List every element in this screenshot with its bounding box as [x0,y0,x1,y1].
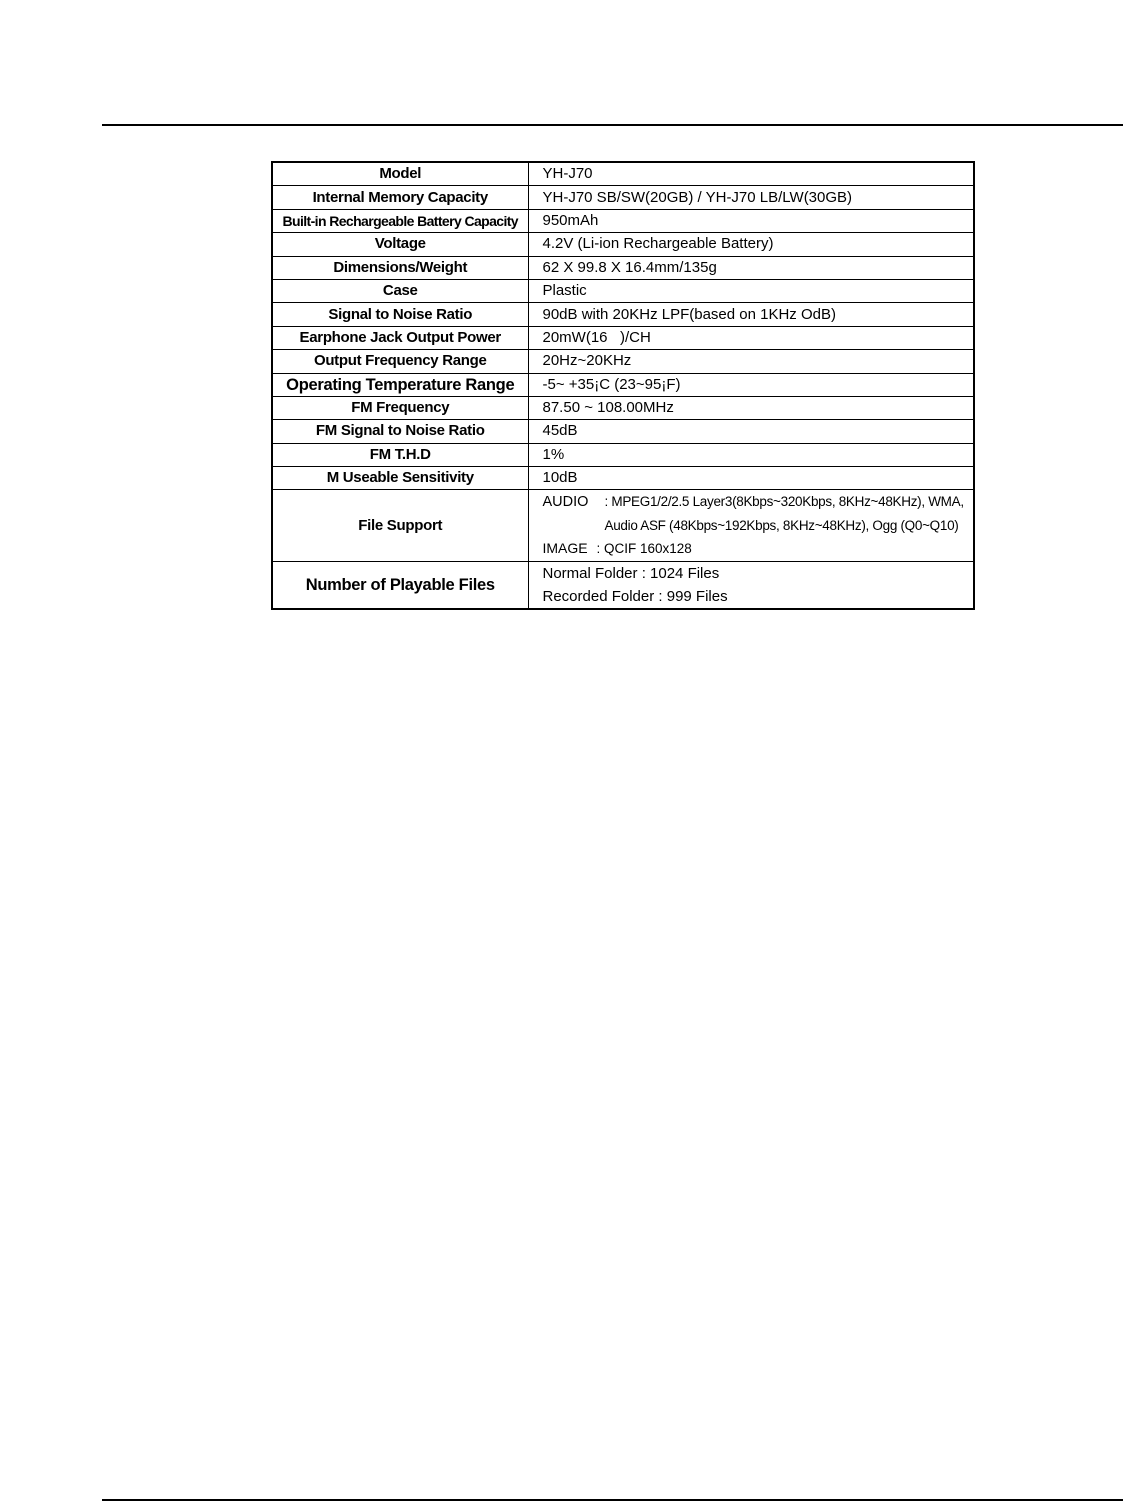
spec-label-fm-thd: FM T.H.D [272,443,528,466]
spec-label-playable-files: Number of Playable Files [272,561,528,609]
spec-label-fm-snr: FM Signal to Noise Ratio [272,420,528,443]
table-row [272,467,974,490]
spec-label-battery: Built-in Rechargeable Battery Capacity [272,209,528,232]
spec-value-fm-frequency: 87.50 ~ 108.00MHz [528,396,974,419]
header-rule [102,124,1123,126]
footer-rule [102,1499,1123,1501]
table-row [272,186,974,209]
spec-value-model: YH-J70 [528,162,974,186]
table-row [272,162,974,186]
spec-label-fm-frequency: FM Frequency [272,396,528,419]
table-row [272,443,974,466]
spec-label-file-support: File Support [272,490,528,561]
spec-value-temperature: -5~ +35¡C (23~95¡F) [528,373,974,396]
spec-value-case: Plastic [528,279,974,302]
spec-value-earphone-power: 20mW(16 )/CH [528,326,974,349]
spec-label-voltage: Voltage [272,233,528,256]
playable-normal-folder: Normal Folder : 1024 Files [542,564,720,582]
spec-label-snr: Signal to Noise Ratio [272,303,528,326]
table-row [272,209,974,232]
image-format: : QCIF 160x128 [596,541,692,557]
table-row [272,561,974,609]
table-row [272,256,974,279]
table-row [272,233,974,256]
audio-prefix: AUDIO [542,494,589,511]
table-row [272,396,974,419]
spec-label-dimensions: Dimensions/Weight [272,256,528,279]
spec-value-fm-thd: 1% [528,443,974,466]
spec-label-sensitivity: M Useable Sensitivity [272,467,528,490]
table-row [272,350,974,373]
spec-value-battery: 950mAh [528,209,974,232]
spec-value-memory: YH-J70 SB/SW(20GB) / YH-J70 LB/LW(30GB) [528,186,974,209]
spec-value-playable-files [528,561,974,609]
spec-label-model: Model [272,162,528,186]
file-support-audio-line [543,490,974,513]
image-prefix: IMAGE [542,540,588,557]
audio-asf-formats: Audio ASF (48Kbps~192Kbps, 8KHz~48KHz), Ogg (Q0~Q10) [604,517,959,533]
file-support-image-line [543,537,974,560]
spec-value-voltage: 4.2V (Li-ion Rechargeable Battery) [528,233,974,256]
spec-value-dimensions: 62 X 99.8 X 16.4mm/135g [528,256,974,279]
table-row [272,373,974,396]
spec-value-frequency-range: 20Hz~20KHz [528,350,974,373]
audio-formats: : MPEG1/2/2.5 Layer3(8Kbps~320Kbps, 8KHz~48KHz), WMA, [604,494,964,510]
specifications-table [271,161,975,610]
spec-label-earphone-power: Earphone Jack Output Power [272,326,528,349]
spec-value-fm-snr: 45dB [528,420,974,443]
table-row [272,279,974,302]
spec-label-temperature: Operating Temperature Range [272,373,528,396]
table-row [272,303,974,326]
file-support-audio-line-2 [543,514,974,537]
spec-value-sensitivity: 10dB [528,467,974,490]
spec-value-snr: 90dB with 20KHz LPF(based on 1KHz OdB) [528,303,974,326]
spec-label-frequency-range: Output Frequency Range [272,350,528,373]
table-row [272,326,974,349]
playable-recorded-folder: Recorded Folder : 999 Files [542,588,728,606]
spec-value-file-support [528,490,974,561]
table-row [272,420,974,443]
spec-label-case: Case [272,279,528,302]
table-row [272,490,974,561]
spec-label-memory: Internal Memory Capacity [272,186,528,209]
